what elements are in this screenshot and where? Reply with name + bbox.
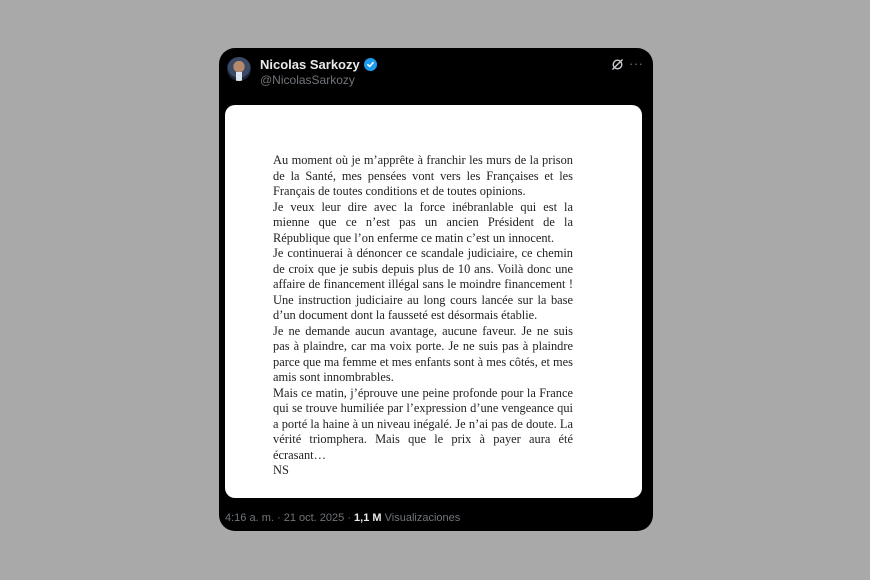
letter-paragraph: Je continuerai à dénoncer ce scandale judiciaire, ce chemin de croix que je subis depuis plus de 10 ans. Voilà donc une affaire de financement illégal sans le moindre financement ! Une instruction judiciaire au long cours lancée sur la base d’un document dont la fausseté est désormais établie. <box>273 246 573 322</box>
author-display-name[interactable]: Nicolas Sarkozy <box>260 57 360 72</box>
letter-paragraph: Je ne demande aucun avantage, aucune faveur. Je ne suis pas à plaindre, car ma voix porte. Je ne suis pas à plaindre parce que ma femme et mes enfants sont à mes côtés, et mes amis sont innombrables. <box>273 323 573 384</box>
tweet-date[interactable]: 21 oct. 2025 <box>283 512 345 524</box>
views-label: Visualizaciones <box>384 512 461 524</box>
avatar-image <box>236 72 242 81</box>
grok-icon[interactable] <box>611 58 624 76</box>
meta-separator: · <box>273 512 284 524</box>
tweet-card <box>219 48 653 531</box>
tweet-time[interactable]: 4:16 a. m. <box>225 512 274 524</box>
tweet-meta <box>225 512 460 524</box>
letter-signature: NS <box>273 463 289 477</box>
letter-text <box>273 153 573 479</box>
letter-paragraph: Mais ce matin, j’éprouve une peine profonde pour la France qui se trouve humiliée par l’expression d’une vengeance qui a porté la haine à un niveau inégalé. Je n’ai pas de doute. La vérité triomphera. Mais que le prix à payer aura été écrasant… <box>273 385 573 462</box>
letter-paragraph: Au moment où je m’apprête à franchir les murs de la prison de la Santé, mes pensées vont vers les Françaises et les Français de toutes conditions et de toutes opinions. <box>273 153 573 198</box>
letter-paragraph: Je veux leur dire avec la force inébranlable qui est la mienne que ce n’est pas un ancien Président de la République que l’on enferme ce matin c’est un innocent. <box>273 199 573 245</box>
tweet-image[interactable] <box>225 105 642 498</box>
avatar[interactable] <box>227 57 251 81</box>
verified-badge-icon <box>364 58 377 71</box>
views-count: 1,1 M <box>354 512 382 524</box>
author-name-row <box>260 57 377 72</box>
author-handle[interactable]: @NicolasSarkozy <box>260 73 355 87</box>
meta-separator: · <box>344 512 355 524</box>
more-options-icon[interactable]: ··· <box>629 56 644 71</box>
